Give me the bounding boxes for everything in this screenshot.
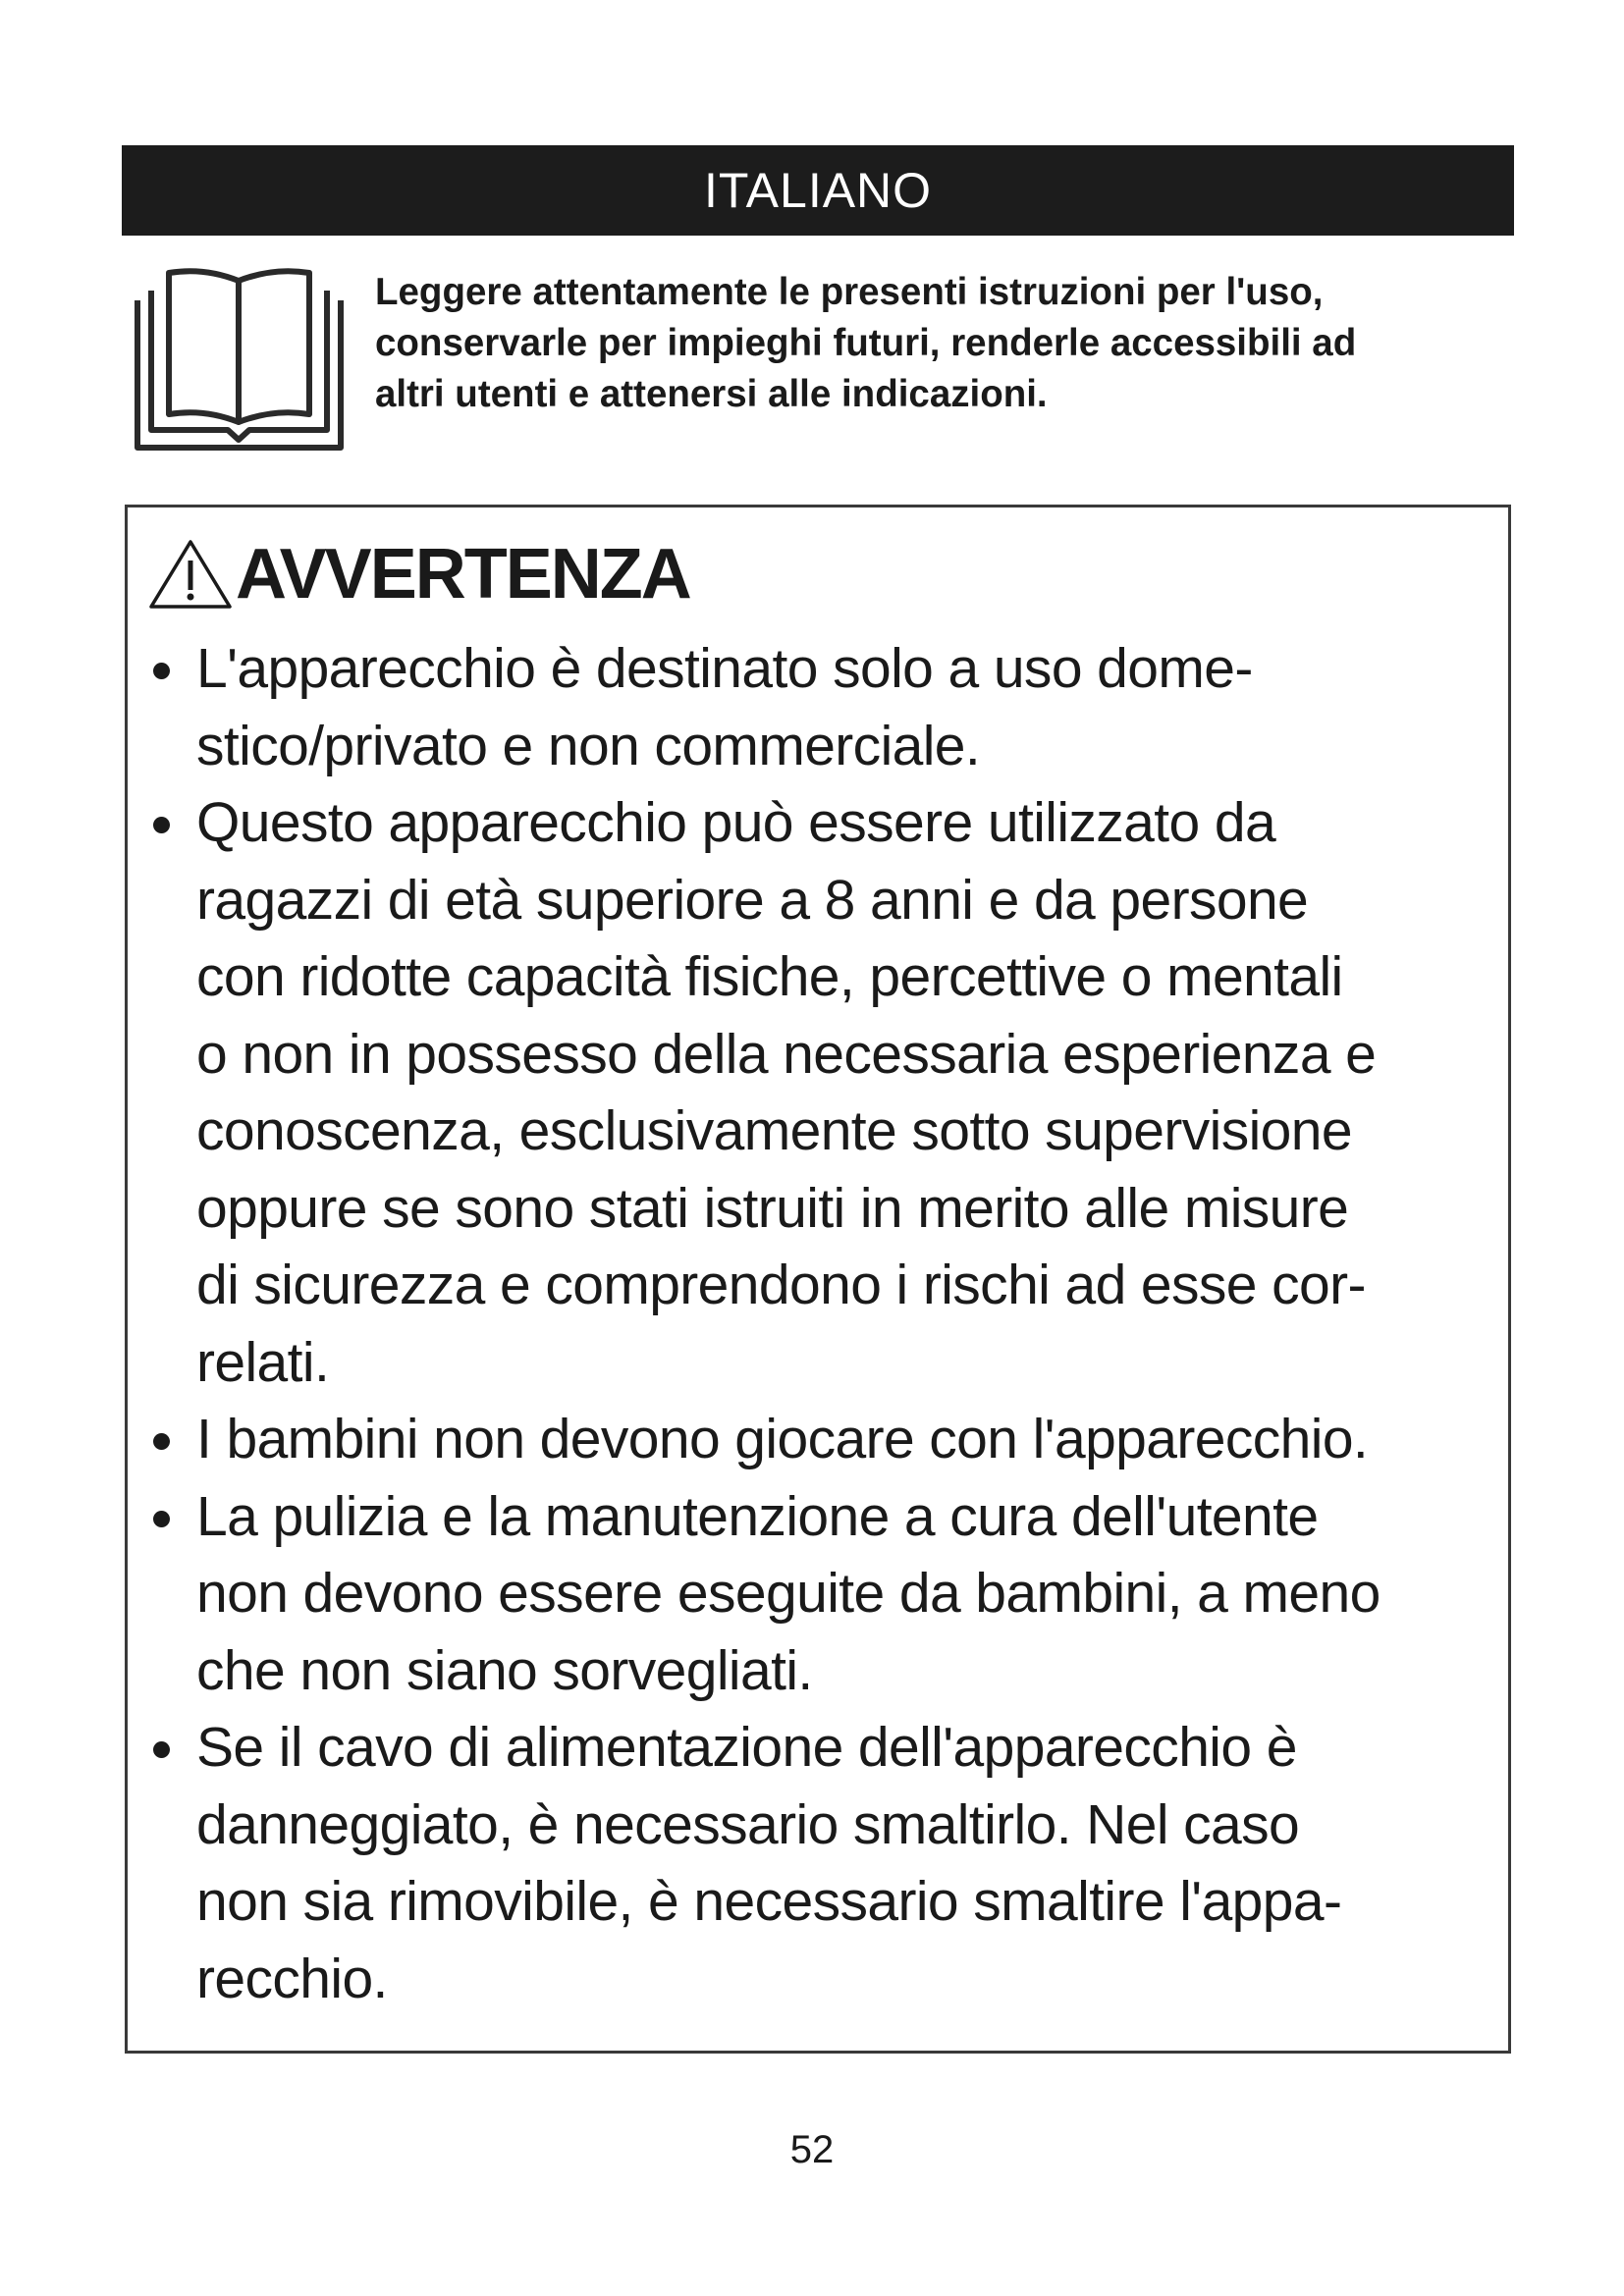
list-item bbox=[149, 1709, 1524, 2017]
list-item-line: che non siano sorvegliati. bbox=[196, 1638, 813, 1702]
language-header bbox=[122, 145, 1514, 236]
list-item-line: stico/privato e non commerciale. bbox=[196, 714, 981, 777]
list-item-line: di sicurezza e comprendono i rischi ad esse cor- bbox=[196, 1254, 1366, 1316]
bullet-icon bbox=[153, 663, 170, 679]
list-item bbox=[149, 1478, 1524, 1710]
list-item-line: relati. bbox=[196, 1330, 330, 1394]
warning-title: AVVERTENZA bbox=[236, 535, 690, 614]
intro-text bbox=[375, 267, 1524, 420]
intro-line: altri utenti e attenersi alle indicazioni. bbox=[375, 373, 1048, 415]
warning-box bbox=[125, 505, 1511, 2054]
list-item-line: danneggiato, è necessario smaltirlo. Nel caso bbox=[196, 1792, 1300, 1856]
list-item-line: conoscenza, esclusivamente sotto supervisione bbox=[196, 1099, 1352, 1162]
page-number: 52 bbox=[789, 2128, 835, 2171]
list-item-line: ragazzi di età superiore a 8 anni e da persone bbox=[196, 868, 1309, 932]
open-book-icon bbox=[134, 265, 345, 452]
intro-line: Leggere attentamente le presenti istruzioni per l'uso, bbox=[375, 271, 1324, 313]
list-item bbox=[149, 784, 1524, 1401]
bullet-icon bbox=[153, 817, 170, 833]
list-item-line: o non in possesso della necessaria esperienza e bbox=[196, 1022, 1377, 1086]
list-item-line: Se il cavo di alimentazione dell'apparecchio è bbox=[196, 1716, 1297, 1779]
warning-heading bbox=[147, 535, 690, 614]
list-item-line: non devono essere eseguite da bambini, a meno bbox=[196, 1562, 1380, 1625]
list-item-line: I bambini non devono giocare con l'apparecchio. bbox=[196, 1408, 1369, 1470]
list-item bbox=[149, 630, 1524, 784]
bullet-icon bbox=[153, 1433, 170, 1450]
bullet-icon bbox=[153, 1741, 170, 1758]
list-item-line: Questo apparecchio può essere utilizzato da bbox=[196, 791, 1276, 854]
list-item-line: con ridotte capacità fisiche, percettive o mentali bbox=[196, 945, 1343, 1008]
list-item-line: non sia rimovibile, è necessario smaltire l'appa- bbox=[196, 1870, 1342, 1933]
language-title: ITALIANO bbox=[703, 163, 933, 218]
list-item-line: recchio. bbox=[196, 1947, 388, 2010]
list-item bbox=[149, 1401, 1524, 1478]
list-item-line: L'apparecchio è destinato solo a uso dome- bbox=[196, 637, 1253, 700]
intro-line: conservarle per impieghi futuri, renderle accessibili ad bbox=[375, 322, 1357, 364]
list-item-line: oppure se sono stati istruiti in merito alle misure bbox=[196, 1176, 1349, 1240]
bullet-icon bbox=[153, 1511, 170, 1527]
warning-triangle-icon bbox=[147, 537, 234, 612]
list-item-line: La pulizia e la manutenzione a cura dell'utente bbox=[196, 1484, 1319, 1548]
warning-list bbox=[149, 630, 1524, 2017]
